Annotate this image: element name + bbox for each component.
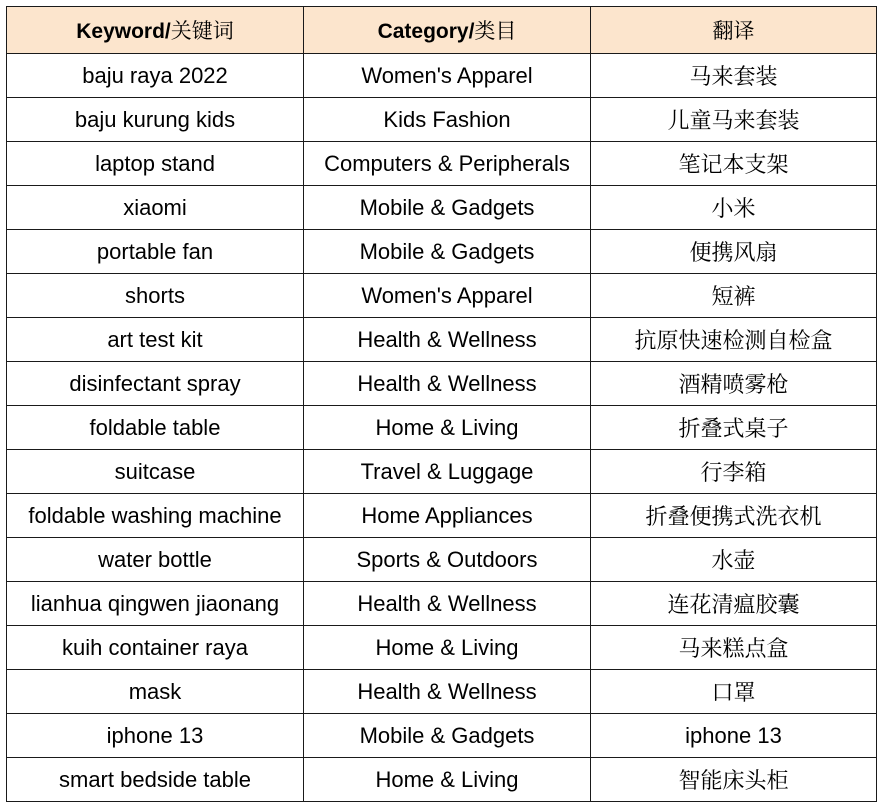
- table-body: [7, 54, 877, 802]
- table-row: [7, 582, 877, 626]
- table-row: [7, 362, 877, 406]
- translation-cell: 儿童马来套装: [591, 98, 877, 142]
- keyword-cell: foldable table: [7, 406, 304, 450]
- header-keyword-en: Keyword/: [76, 20, 171, 43]
- category-cell: Sports & Outdoors: [304, 538, 591, 582]
- keyword-cell: smart bedside table: [7, 758, 304, 802]
- translation-cell: 短裤: [591, 274, 877, 318]
- category-cell: Mobile & Gadgets: [304, 186, 591, 230]
- translation-cell: 酒精喷雾枪: [591, 362, 877, 406]
- keyword-cell: shorts: [7, 274, 304, 318]
- header-row: [7, 7, 877, 54]
- table-row: [7, 406, 877, 450]
- category-cell: Women's Apparel: [304, 274, 591, 318]
- header-keyword: [7, 7, 304, 54]
- category-cell: Home & Living: [304, 758, 591, 802]
- table-row: [7, 98, 877, 142]
- category-cell: Health & Wellness: [304, 362, 591, 406]
- keyword-cell: suitcase: [7, 450, 304, 494]
- translation-cell: 小米: [591, 186, 877, 230]
- category-cell: Health & Wellness: [304, 670, 591, 714]
- translation-cell: 水壶: [591, 538, 877, 582]
- translation-cell: 便携风扇: [591, 230, 877, 274]
- header-category: [304, 7, 591, 54]
- translation-cell: 抗原快速检测自检盒: [591, 318, 877, 362]
- category-cell: Mobile & Gadgets: [304, 230, 591, 274]
- table-row: [7, 142, 877, 186]
- table-row: [7, 54, 877, 98]
- keyword-cell: foldable washing machine: [7, 494, 304, 538]
- header-keyword-zh: 关键词: [170, 20, 234, 43]
- translation-cell: 口罩: [591, 670, 877, 714]
- translation-cell: 马来套装: [591, 54, 877, 98]
- category-cell: Women's Apparel: [304, 54, 591, 98]
- table-row: [7, 450, 877, 494]
- category-cell: Health & Wellness: [304, 318, 591, 362]
- table-row: [7, 670, 877, 714]
- table-header: [7, 7, 877, 54]
- table-row: [7, 186, 877, 230]
- keyword-cell: laptop stand: [7, 142, 304, 186]
- category-cell: Home & Living: [304, 406, 591, 450]
- table-row: [7, 714, 877, 758]
- translation-cell: 连花清瘟胶囊: [591, 582, 877, 626]
- table-row: [7, 494, 877, 538]
- keyword-cell: xiaomi: [7, 186, 304, 230]
- keyword-cell: art test kit: [7, 318, 304, 362]
- table-row: [7, 626, 877, 670]
- translation-cell: iphone 13: [591, 714, 877, 758]
- table-row: [7, 538, 877, 582]
- header-category-en: Category/: [377, 20, 475, 43]
- keyword-cell: iphone 13: [7, 714, 304, 758]
- translation-cell: 笔记本支架: [591, 142, 877, 186]
- category-cell: Computers & Peripherals: [304, 142, 591, 186]
- keyword-cell: baju kurung kids: [7, 98, 304, 142]
- translation-cell: 折叠式桌子: [591, 406, 877, 450]
- category-cell: Travel & Luggage: [304, 450, 591, 494]
- translation-cell: 折叠便携式洗衣机: [591, 494, 877, 538]
- keyword-cell: mask: [7, 670, 304, 714]
- keyword-table: [6, 6, 877, 802]
- translation-cell: 智能床头柜: [591, 758, 877, 802]
- keyword-cell: water bottle: [7, 538, 304, 582]
- header-translation: 翻译: [591, 7, 877, 54]
- keyword-cell: kuih container raya: [7, 626, 304, 670]
- table-row: [7, 230, 877, 274]
- keyword-cell: lianhua qingwen jiaonang: [7, 582, 304, 626]
- header-category-zh: 类目: [474, 20, 517, 43]
- table-row: [7, 274, 877, 318]
- keyword-cell: baju raya 2022: [7, 54, 304, 98]
- table-row: [7, 318, 877, 362]
- category-cell: Health & Wellness: [304, 582, 591, 626]
- table-row: [7, 758, 877, 802]
- keyword-cell: disinfectant spray: [7, 362, 304, 406]
- category-cell: Home & Living: [304, 626, 591, 670]
- category-cell: Kids Fashion: [304, 98, 591, 142]
- translation-cell: 马来糕点盒: [591, 626, 877, 670]
- keyword-cell: portable fan: [7, 230, 304, 274]
- translation-cell: 行李箱: [591, 450, 877, 494]
- category-cell: Mobile & Gadgets: [304, 714, 591, 758]
- category-cell: Home Appliances: [304, 494, 591, 538]
